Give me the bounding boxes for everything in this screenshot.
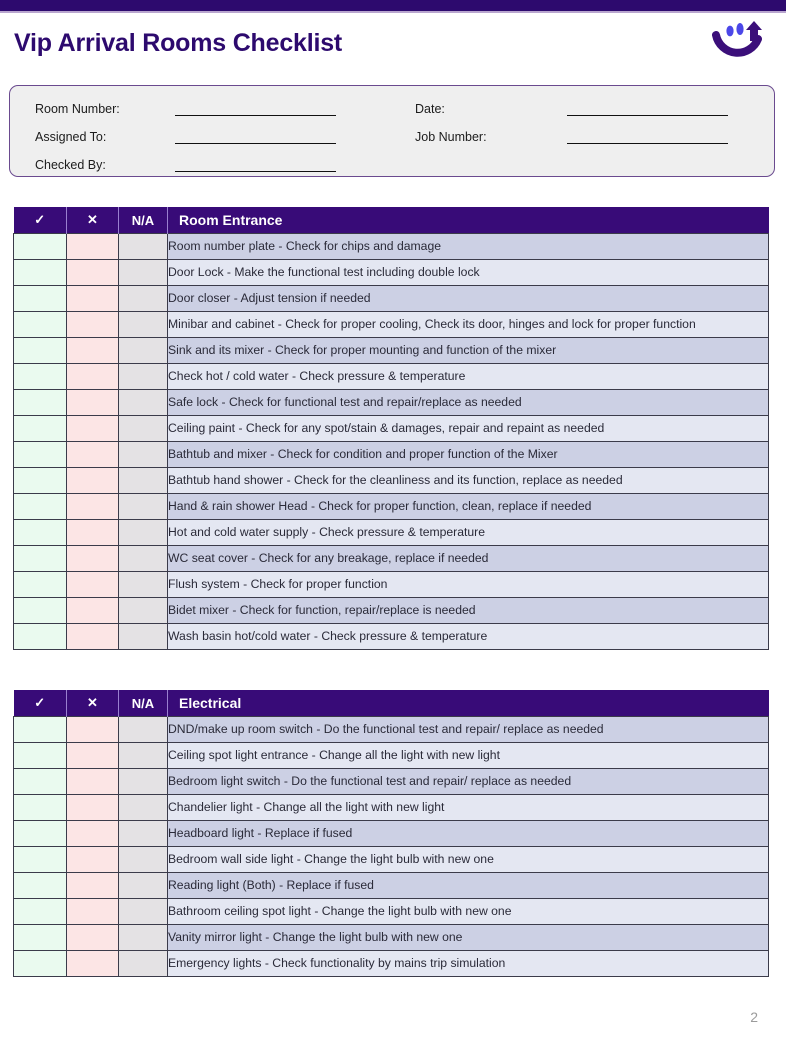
checkbox-cell-cross[interactable] [67, 624, 119, 650]
checklist-body [14, 234, 769, 650]
checklist-item-text: Bidet mixer - Check for function, repair/replace is needed [168, 598, 769, 624]
checkbox-cell-cross[interactable] [67, 286, 119, 312]
table-row [14, 821, 769, 847]
smiley-arrow-logo-icon [710, 19, 772, 67]
job-number-label: Job Number: [415, 130, 487, 144]
checkbox-cell-check[interactable] [14, 286, 67, 312]
checkbox-cell-cross[interactable] [67, 312, 119, 338]
assigned-to-field[interactable] [35, 126, 336, 144]
checkbox-cell-na[interactable] [119, 520, 168, 546]
checkbox-cell-na[interactable] [119, 494, 168, 520]
page-number: 2 [750, 1009, 758, 1025]
column-header-check: ✓ [14, 690, 67, 717]
checkbox-cell-cross[interactable] [67, 520, 119, 546]
checked-by-input[interactable] [175, 157, 336, 172]
checkbox-cell-cross[interactable] [67, 468, 119, 494]
table-row [14, 925, 769, 951]
section-title: Room Entrance [168, 207, 769, 234]
checkbox-cell-check[interactable] [14, 442, 67, 468]
column-header-check: ✓ [14, 207, 67, 234]
checkbox-cell-na[interactable] [119, 769, 168, 795]
checkbox-cell-na[interactable] [119, 847, 168, 873]
date-input[interactable] [567, 101, 728, 116]
checkbox-cell-cross[interactable] [67, 494, 119, 520]
checkbox-cell-check[interactable] [14, 468, 67, 494]
column-header-na: N/A [119, 690, 168, 717]
checklist-item-text: Headboard light - Replace if fused [168, 821, 769, 847]
checkbox-cell-cross[interactable] [67, 743, 119, 769]
table-row [14, 717, 769, 743]
job-info-box [9, 85, 775, 177]
date-label: Date: [415, 102, 445, 116]
table-row [14, 795, 769, 821]
checkbox-cell-check[interactable] [14, 743, 67, 769]
table-header-row [14, 207, 769, 234]
job-number-input[interactable] [567, 129, 728, 144]
table-row [14, 468, 769, 494]
assigned-to-label: Assigned To: [35, 130, 107, 144]
checkbox-cell-check[interactable] [14, 951, 67, 977]
checkbox-cell-cross[interactable] [67, 769, 119, 795]
checkbox-cell-na[interactable] [119, 717, 168, 743]
checkbox-cell-check[interactable] [14, 546, 67, 572]
checklist-item-text: Hot and cold water supply - Check pressure & temperature [168, 520, 769, 546]
table-header-row [14, 690, 769, 717]
checkbox-cell-check[interactable] [14, 847, 67, 873]
checkbox-cell-na[interactable] [119, 546, 168, 572]
table-row [14, 338, 769, 364]
checklist-item-text: Hand & rain shower Head - Check for proper function, clean, replace if needed [168, 494, 769, 520]
table-row [14, 494, 769, 520]
checklist-item-text: Flush system - Check for proper function [168, 572, 769, 598]
checkbox-cell-check[interactable] [14, 899, 67, 925]
checkbox-cell-cross[interactable] [67, 364, 119, 390]
job-number-field[interactable] [415, 126, 728, 144]
checklist-section-electrical [13, 690, 768, 977]
page-header [0, 13, 786, 83]
checklist-item-text: Ceiling spot light entrance - Change all the light with new light [168, 743, 769, 769]
checklist-item-text: Bathtub and mixer - Check for condition and proper function of the Mixer [168, 442, 769, 468]
checkbox-cell-cross[interactable] [67, 821, 119, 847]
checkbox-cell-na[interactable] [119, 951, 168, 977]
checkbox-cell-cross[interactable] [67, 260, 119, 286]
checkbox-cell-na[interactable] [119, 286, 168, 312]
checkbox-cell-na[interactable] [119, 821, 168, 847]
checkbox-cell-na[interactable] [119, 338, 168, 364]
checkbox-cell-cross[interactable] [67, 598, 119, 624]
checkbox-cell-check[interactable] [14, 821, 67, 847]
section-title: Electrical [168, 690, 769, 717]
checkbox-cell-check[interactable] [14, 312, 67, 338]
checkbox-cell-cross[interactable] [67, 899, 119, 925]
checklist-item-text: Bedroom wall side light - Change the light bulb with new one [168, 847, 769, 873]
column-header-na: N/A [119, 207, 168, 234]
checkbox-cell-cross[interactable] [67, 572, 119, 598]
date-field[interactable] [415, 98, 728, 116]
checkbox-cell-check[interactable] [14, 717, 67, 743]
checkbox-cell-check[interactable] [14, 873, 67, 899]
page-title: Vip Arrival Rooms Checklist [14, 29, 343, 57]
checklist-item-text: DND/make up room switch - Do the functional test and repair/ replace as needed [168, 717, 769, 743]
checkbox-cell-check[interactable] [14, 769, 67, 795]
table-row [14, 951, 769, 977]
checklist-item-text: Emergency lights - Check functionality by mains trip simulation [168, 951, 769, 977]
checklist-item-text: Reading light (Both) - Replace if fused [168, 873, 769, 899]
checklist-item-text: Wash basin hot/cold water - Check pressure & temperature [168, 624, 769, 650]
checkbox-cell-na[interactable] [119, 260, 168, 286]
table-row [14, 847, 769, 873]
checkbox-cell-cross[interactable] [67, 416, 119, 442]
room-number-input[interactable] [175, 101, 336, 116]
table-row [14, 899, 769, 925]
checked-by-label: Checked By: [35, 158, 106, 172]
checkbox-cell-check[interactable] [14, 572, 67, 598]
checklist-item-text: Minibar and cabinet - Check for proper cooling, Check its door, hinges and lock for proper function [168, 312, 769, 338]
checklist-item-text: Check hot / cold water - Check pressure & temperature [168, 364, 769, 390]
checkbox-cell-check[interactable] [14, 520, 67, 546]
checkbox-cell-check[interactable] [14, 795, 67, 821]
checklist-body [14, 717, 769, 977]
checklist-item-text: Vanity mirror light - Change the light bulb with new one [168, 925, 769, 951]
table-row [14, 260, 769, 286]
checkbox-cell-na[interactable] [119, 624, 168, 650]
checklist-item-text: Ceiling paint - Check for any spot/stain & damages, repair and repaint as needed [168, 416, 769, 442]
table-row [14, 442, 769, 468]
room-number-label: Room Number: [35, 102, 120, 116]
checkbox-cell-na[interactable] [119, 925, 168, 951]
checkbox-cell-cross[interactable] [67, 951, 119, 977]
checkbox-cell-na[interactable] [119, 468, 168, 494]
table-row [14, 546, 769, 572]
checklist-item-text: WC seat cover - Check for any breakage, replace if needed [168, 546, 769, 572]
checklist-item-text: Door Lock - Make the functional test including double lock [168, 260, 769, 286]
checkbox-cell-cross[interactable] [67, 873, 119, 899]
table-row [14, 520, 769, 546]
checkbox-cell-cross[interactable] [67, 234, 119, 260]
checkbox-cell-na[interactable] [119, 743, 168, 769]
table-row [14, 390, 769, 416]
table-row [14, 873, 769, 899]
checklist-section-room-entrance [13, 207, 768, 650]
checkbox-cell-check[interactable] [14, 234, 67, 260]
checkbox-cell-na[interactable] [119, 873, 168, 899]
checkbox-cell-check[interactable] [14, 416, 67, 442]
table-row [14, 416, 769, 442]
checkbox-cell-check[interactable] [14, 390, 67, 416]
table-row [14, 743, 769, 769]
checked-by-field[interactable] [35, 154, 336, 172]
checkbox-cell-check[interactable] [14, 598, 67, 624]
table-row [14, 312, 769, 338]
table-row [14, 286, 769, 312]
table-row [14, 364, 769, 390]
table-row [14, 624, 769, 650]
checkbox-cell-na[interactable] [119, 572, 168, 598]
checkbox-cell-check[interactable] [14, 260, 67, 286]
checkbox-cell-cross[interactable] [67, 925, 119, 951]
checkbox-cell-cross[interactable] [67, 390, 119, 416]
checklist-item-text: Room number plate - Check for chips and damage [168, 234, 769, 260]
checkbox-cell-cross[interactable] [67, 338, 119, 364]
checkbox-cell-na[interactable] [119, 795, 168, 821]
checkbox-cell-check[interactable] [14, 624, 67, 650]
column-header-cross: ✕ [67, 690, 119, 717]
checkbox-cell-cross[interactable] [67, 442, 119, 468]
checkbox-cell-check[interactable] [14, 338, 67, 364]
checkbox-cell-check[interactable] [14, 925, 67, 951]
table-row [14, 572, 769, 598]
checklist-item-text: Bathroom ceiling spot light - Change the light bulb with new one [168, 899, 769, 925]
checkbox-cell-check[interactable] [14, 494, 67, 520]
column-header-cross: ✕ [67, 207, 119, 234]
checkbox-cell-na[interactable] [119, 598, 168, 624]
checklist-item-text: Sink and its mixer - Check for proper mounting and function of the mixer [168, 338, 769, 364]
checkbox-cell-na[interactable] [119, 364, 168, 390]
checkbox-cell-na[interactable] [119, 899, 168, 925]
checkbox-cell-na[interactable] [119, 234, 168, 260]
checkbox-cell-cross[interactable] [67, 546, 119, 572]
checklist-item-text: Door closer - Adjust tension if needed [168, 286, 769, 312]
checkbox-cell-na[interactable] [119, 442, 168, 468]
room-number-field[interactable] [35, 98, 336, 116]
top-accent-bar [0, 0, 786, 13]
checkbox-cell-na[interactable] [119, 312, 168, 338]
checkbox-cell-na[interactable] [119, 390, 168, 416]
table-row [14, 234, 769, 260]
checklist-item-text: Bathtub hand shower - Check for the cleanliness and its function, replace as needed [168, 468, 769, 494]
checklist-item-text: Chandelier light - Change all the light with new light [168, 795, 769, 821]
checkbox-cell-cross[interactable] [67, 847, 119, 873]
table-row [14, 769, 769, 795]
checkbox-cell-na[interactable] [119, 416, 168, 442]
checklist-item-text: Bedroom light switch - Do the functional test and repair/ replace as needed [168, 769, 769, 795]
table-row [14, 598, 769, 624]
checkbox-cell-cross[interactable] [67, 795, 119, 821]
checklist-item-text: Safe lock - Check for functional test and repair/replace as needed [168, 390, 769, 416]
checkbox-cell-cross[interactable] [67, 717, 119, 743]
checkbox-cell-check[interactable] [14, 364, 67, 390]
assigned-to-input[interactable] [175, 129, 336, 144]
